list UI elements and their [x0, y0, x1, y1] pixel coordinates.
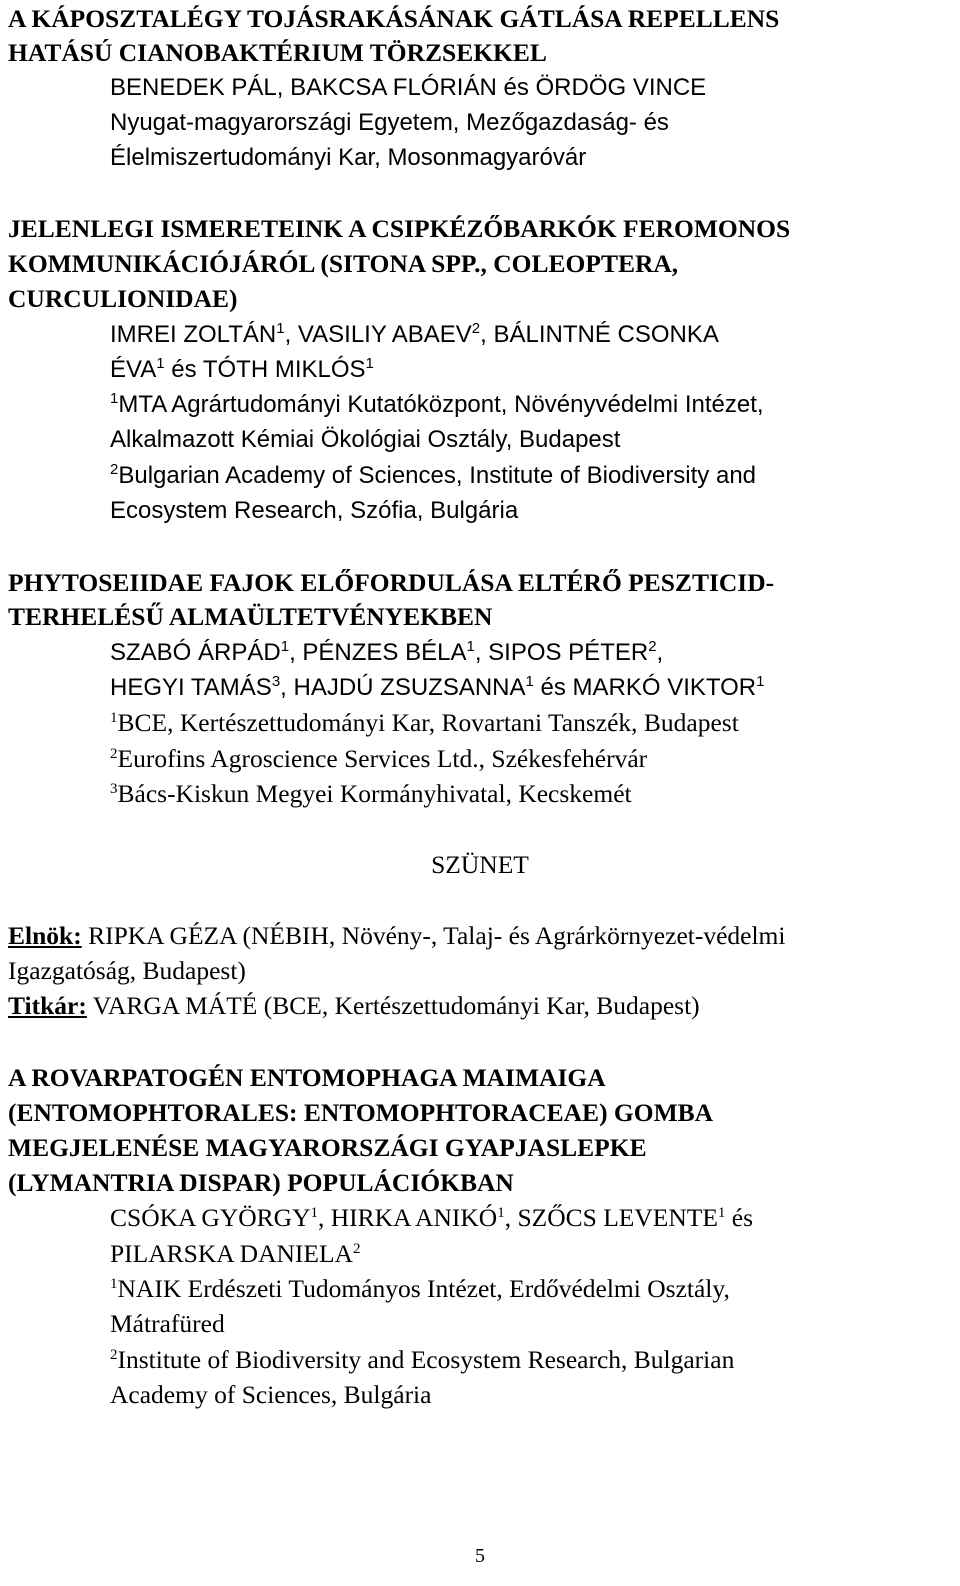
talk3-affiliation3: $^3$Bács-Kiskun Megyei Kormányhivatal, Kecskemét — [110, 779, 632, 808]
chair-label: Elnök: — [8, 921, 82, 950]
talk1-affiliation-line2: Élelmiszertudományi Kar, Mosonmagyaróvár — [110, 144, 587, 171]
talk4-affiliation1-line1: $^1$NAIK Erdészeti Tudományos Intézet, Erdővédelmi Osztály, — [110, 1274, 730, 1303]
talk3-title-line2: TERHELÉSŰ ALMAÜLTETVÉNYEKBEN — [8, 602, 493, 631]
talk4-title-line3: MEGJELENÉSE MAGYARORSZÁGI GYAPJASLEPKE — [8, 1133, 647, 1162]
talk1-affiliation-line1: Nyugat-magyarországi Egyetem, Mezőgazdaság- és — [110, 109, 669, 136]
talk2-title-line3: CURCULIONIDAE) — [8, 284, 238, 313]
talk1-title-line2: HATÁSÚ CIANOBAKTÉRIUM TÖRZSEKKEL — [8, 38, 547, 67]
talk1-authors: BENEDEK PÁL, BAKCSA FLÓRIÁN és ÖRDÖG VINCE — [110, 74, 707, 101]
chair-line2: Igazgatóság, Budapest) — [8, 956, 246, 985]
talk4-authors-line1: CSÓKA GYÖRGY$^1$, HIRKA ANIKÓ$^1$, SZŐCS LEVENTE$^1$ és — [110, 1203, 754, 1232]
talk4-title-line1: A ROVARPATOGÉN ENTOMOPHAGA MAIMAIGA — [8, 1063, 606, 1092]
talk2-authors-line2: ÉVA$^1$ és TÓTH MIKLÓS$^1$ — [110, 355, 374, 383]
talk4-authors-line2: PILARSKA DANIELA$^2$ — [110, 1239, 361, 1268]
talk2-title-line2: KOMMUNIKÁCIÓJÁRÓL (SITONA SPP., COLEOPTERA, — [8, 249, 679, 278]
talk3-title-line1: PHYTOSEIIDAE FAJOK ELŐFORDULÁSA ELTÉRŐ PESZTICID- — [8, 568, 775, 597]
talk2-title-line1: JELENLEGI ISMERETEINK A CSIPKÉZŐBARKÓK FEROMONOS — [8, 214, 791, 243]
talk4-affiliation2-line2: Academy of Sciences, Bulgária — [110, 1380, 432, 1409]
secretary-line: Titkár: VARGA MÁTÉ (BCE, Kertészettudományi Kar, Budapest) — [8, 991, 700, 1020]
talk4-title-line4: (LYMANTRIA DISPAR) POPULÁCIÓKBAN — [8, 1168, 514, 1197]
secretary-label: Titkár: — [8, 991, 87, 1020]
talk3-authors-line2: HEGYI TAMÁS$^3$, HAJDÚ ZSUZSANNA$^1$ és MARKÓ VIKTOR$^1$ — [110, 673, 765, 701]
talk2-authors-line1: IMREI ZOLTÁN$^1$, VASILIY ABAEV$^2$, BÁLINTNÉ CSONKA — [110, 320, 719, 348]
talk4-title-line2: (ENTOMOPHTORALES: ENTOMOPHTORACEAE) GOMBA — [8, 1098, 714, 1127]
talk1-title-line1: A KÁPOSZTALÉGY TOJÁSRAKÁSÁNAK GÁTLÁSA REPELLENS — [8, 4, 780, 33]
talk2-affiliation1-line1: $^1$MTA Agrártudományi Kutatóközpont, Növényvédelmi Intézet, — [110, 390, 764, 418]
talk3-affiliation1: $^1$BCE, Kertészettudományi Kar, Rovartani Tanszék, Budapest — [110, 708, 739, 737]
talk2-affiliation2-line2: Ecosystem Research, Szófia, Bulgária — [110, 497, 519, 524]
talk2-affiliation2-line1: $^2$Bulgarian Academy of Sciences, Institute of Biodiversity and — [110, 461, 757, 489]
talk3-affiliation2: $^2$Eurofins Agroscience Services Ltd., Székesfehérvár — [110, 744, 648, 773]
talk4-affiliation2-line1: $^2$Institute of Biodiversity and Ecosystem Research, Bulgarian — [110, 1345, 735, 1374]
talk2-affiliation1-line2: Alkalmazott Kémiai Ökológiai Osztály, Budapest — [110, 426, 621, 453]
talk3-authors-line1: SZABÓ ÁRPÁD$^1$, PÉNZES BÉLA$^1$, SIPOS PÉTER$^2$, — [110, 638, 664, 666]
break-label: SZÜNET — [431, 850, 529, 879]
page-number: 5 — [475, 1545, 485, 1567]
chair-line1: Elnök: RIPKA GÉZA (NÉBIH, Növény-, Talaj- és Agrárkörnyezet-védelmi — [8, 921, 786, 950]
talk4-affiliation1-line2: Mátrafüred — [110, 1309, 225, 1338]
